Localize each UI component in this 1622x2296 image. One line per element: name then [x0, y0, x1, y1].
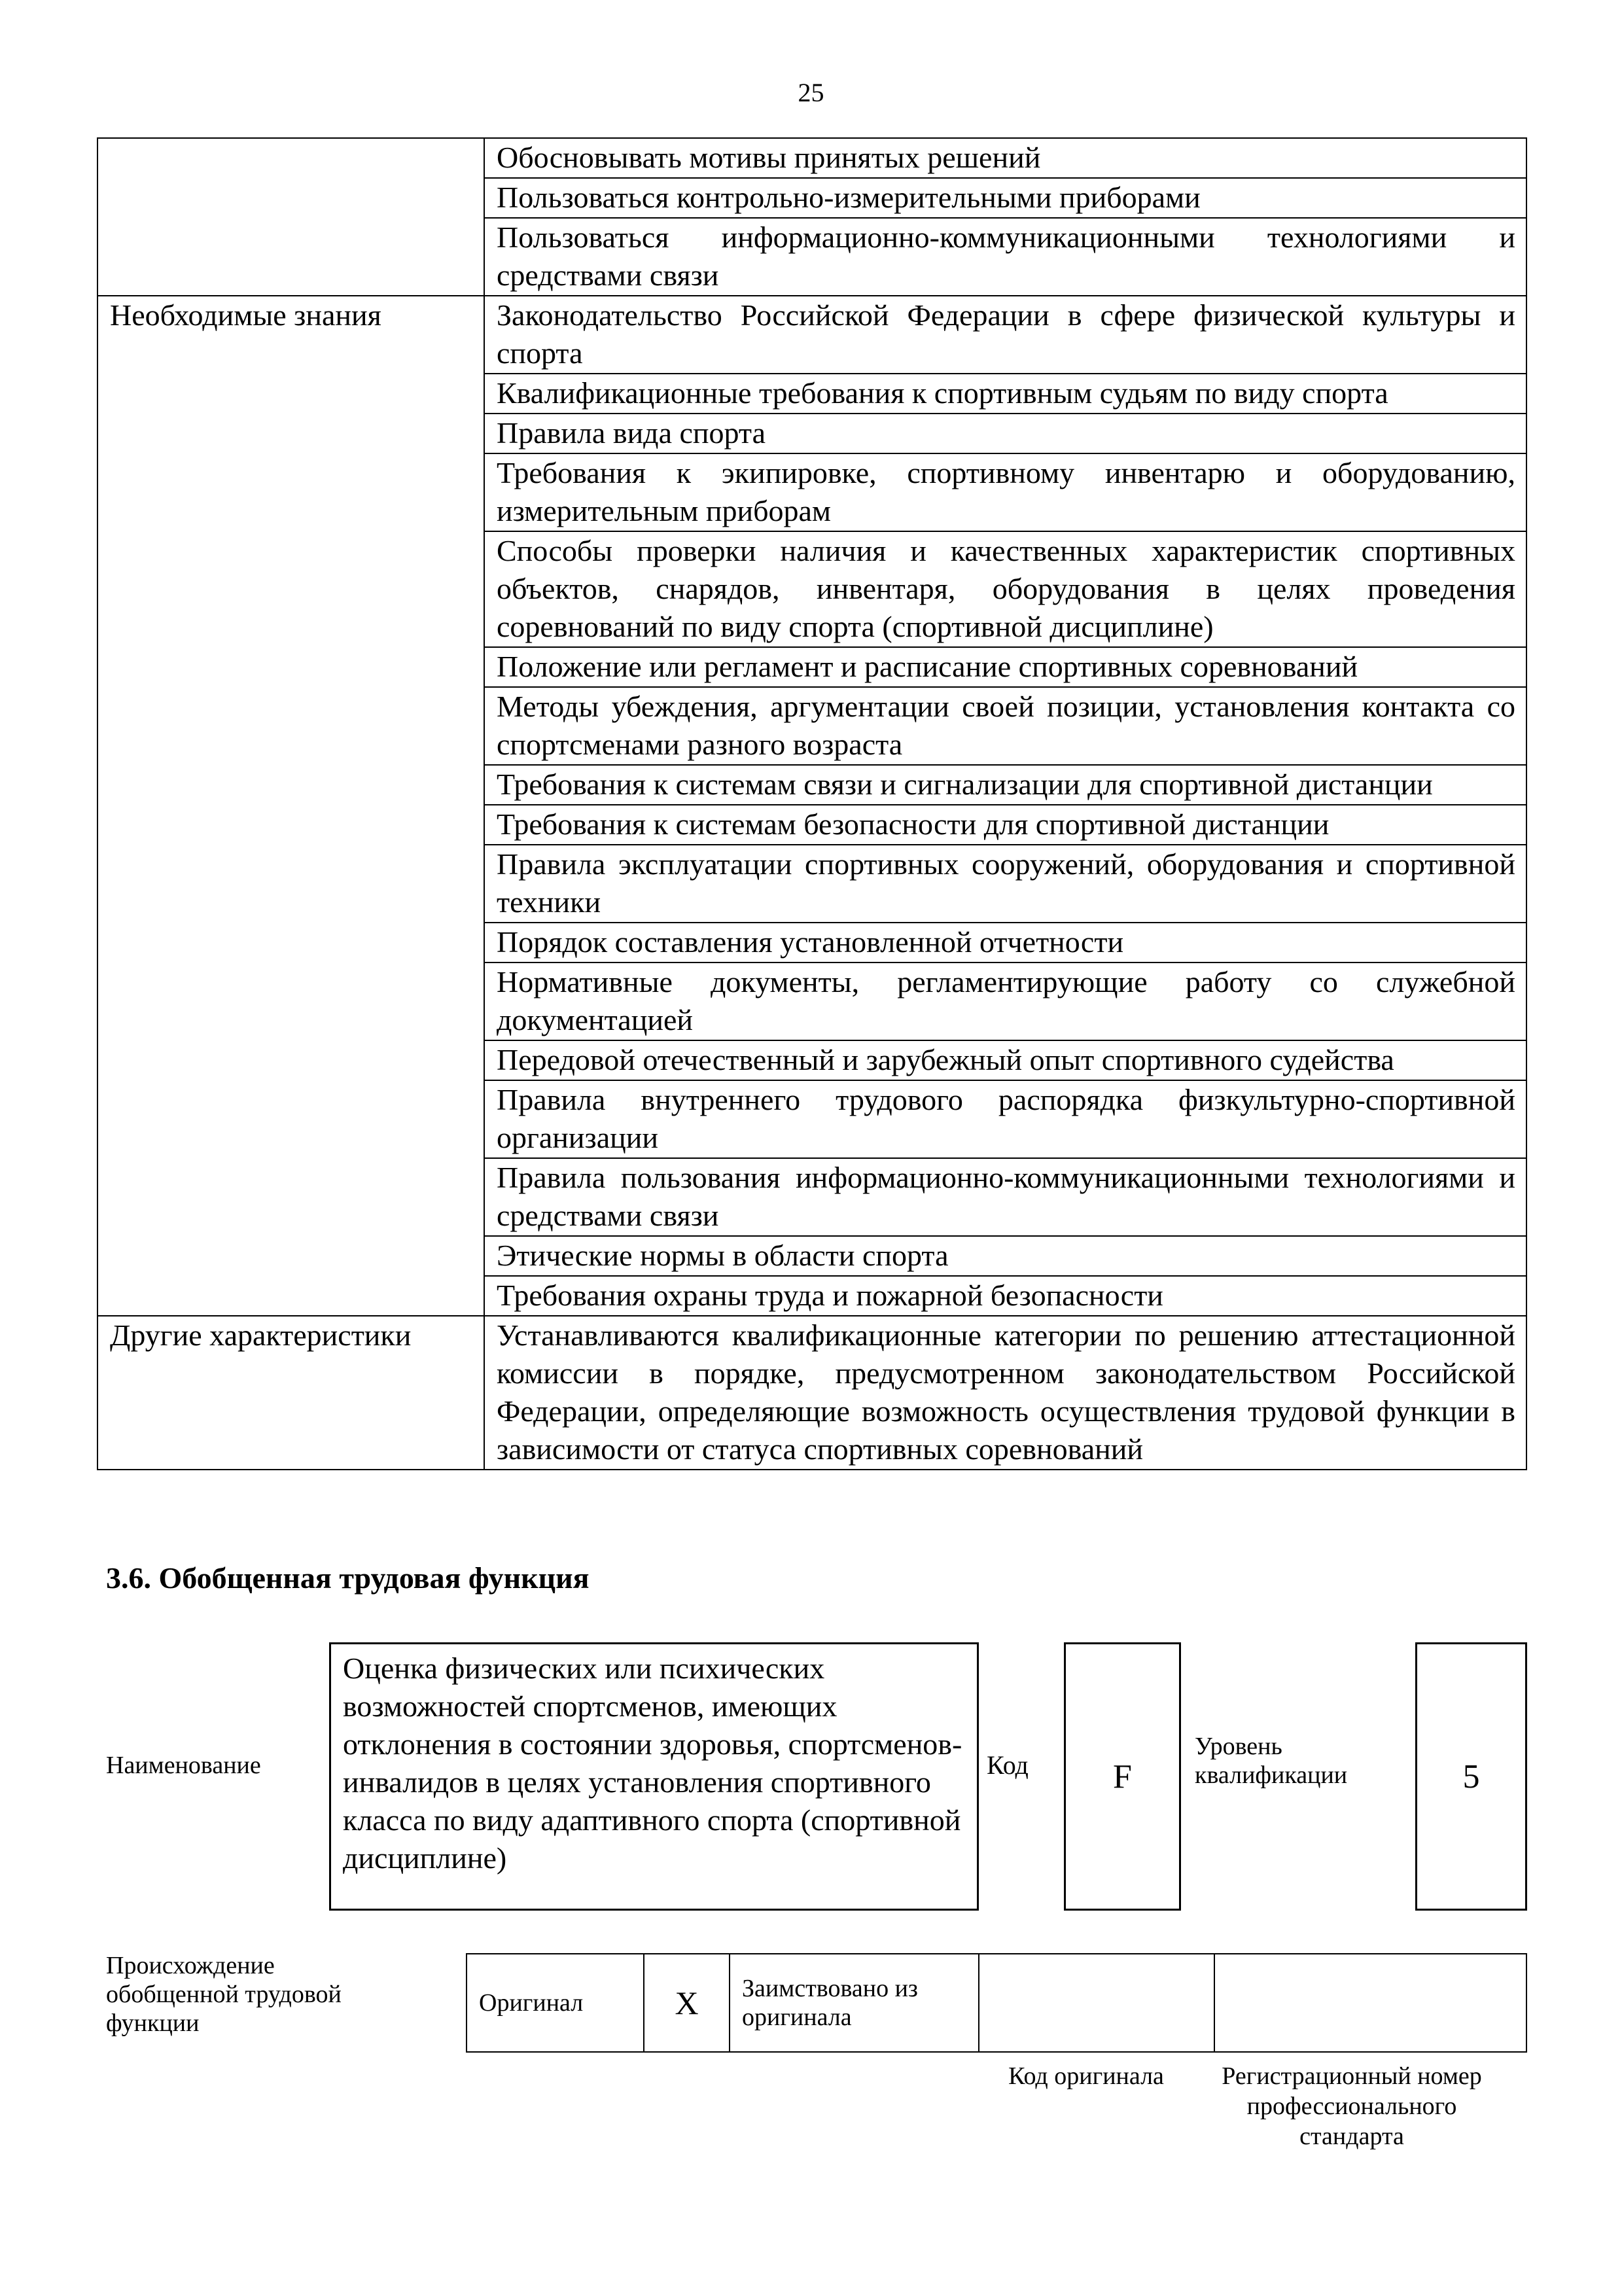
row-value: Правила эксплуатации спортивных сооружений, оборудования и спортивной техники — [484, 845, 1526, 923]
row-value: Передовой отечественный и зарубежный опыт спортивного судейства — [484, 1040, 1526, 1080]
borrowed-label: Заимствовано из оригинала — [730, 1954, 979, 2052]
row-value: Способы проверки наличия и качественных характеристик спортивных объектов, снарядов, инвентаря, оборудования в целях проведения соревнований по виду спорта (спортивной дисциплине) — [484, 531, 1526, 647]
level-box — [1415, 1642, 1527, 1911]
table-row — [97, 296, 1526, 374]
row-value: Обосновывать мотивы принятых решений — [484, 138, 1526, 178]
row-value: Положение или регламент и расписание спортивных соревнований — [484, 647, 1526, 687]
original-label: Оригинал — [467, 1954, 644, 2052]
function-name-box: Оценка физических или психических возможностей спортсменов, имеющих отклонения в состоянии здоровья, спортсменов-инвалидов в целях установления спортивного класса по виду адаптивного спорта (спортивной дисциплине) — [329, 1642, 979, 1911]
row-value: Методы убеждения, аргументации своей позиции, установления контакта со спортсменами разного возраста — [484, 687, 1526, 765]
code-caption: Код оригинала — [1008, 2062, 1164, 2090]
row-value: Этические нормы в области спорта — [484, 1236, 1526, 1276]
code-value: F — [1113, 1757, 1132, 1795]
code-label: Код — [987, 1750, 1029, 1780]
page-number: 25 — [798, 78, 824, 107]
level-label: Уровень квалификации — [1195, 1733, 1348, 1789]
row-value: Квалификационные требования к спортивным судьям по виду спорта — [484, 374, 1526, 414]
row-value: Правила вида спорта — [484, 414, 1526, 453]
row-value: Нормативные документы, регламентирующие работу со служебной документацией — [484, 963, 1526, 1040]
row-value: Законодательство Российской Федерации в сфере физической культуры и спорта — [484, 296, 1526, 374]
reg-caption: Регистрационный номер профессионального стандарта — [1222, 2062, 1482, 2150]
origin-label: Происхождение обобщенной трудовой функции — [106, 1952, 342, 2037]
table-row — [97, 138, 1526, 178]
row-label: Другие характеристики — [97, 1316, 484, 1470]
row-value: Пользоваться контрольно-измерительными приборами — [484, 178, 1526, 218]
row-value: Требования к системам безопасности для спортивной дистанции — [484, 805, 1526, 845]
level-value: 5 — [1462, 1757, 1480, 1795]
origin-table — [466, 1953, 1527, 2053]
code-box — [1064, 1642, 1181, 1911]
original-mark: X — [644, 1954, 730, 2052]
row-value: Пользоваться информационно-коммуникационными технологиями и средствами связи — [484, 218, 1526, 296]
row-value: Устанавливаются квалификационные категории по решению аттестационной комиссии в порядке, предусмотренном законодательством Российской Федерации, определяющие возможность осуществления трудовой функции в зависимости от статуса спортивных соревнований — [484, 1316, 1526, 1470]
registration-number-cell — [1214, 1954, 1526, 2052]
row-value: Порядок составления установленной отчетности — [484, 923, 1526, 963]
table-row — [97, 1316, 1526, 1470]
row-value: Правила внутреннего трудового распорядка физкультурно-спортивной организации — [484, 1080, 1526, 1158]
row-value: Правила пользования информационно-коммуникационными технологиями и средствами связи — [484, 1158, 1526, 1236]
skills-knowledge-table — [97, 137, 1527, 1470]
section-title: 3.6. Обобщенная трудовая функция — [106, 1561, 590, 1595]
row-label — [97, 138, 484, 296]
row-label: Необходимые знания — [97, 296, 484, 1316]
original-code-cell — [979, 1954, 1214, 2052]
row-value: Требования к экипировке, спортивному инвентарю и оборудованию, измерительным приборам — [484, 453, 1526, 531]
row-value: Требования к системам связи и сигнализации для спортивной дистанции — [484, 765, 1526, 805]
name-label: Наименование — [106, 1752, 261, 1779]
row-value: Требования охраны труда и пожарной безопасности — [484, 1276, 1526, 1316]
